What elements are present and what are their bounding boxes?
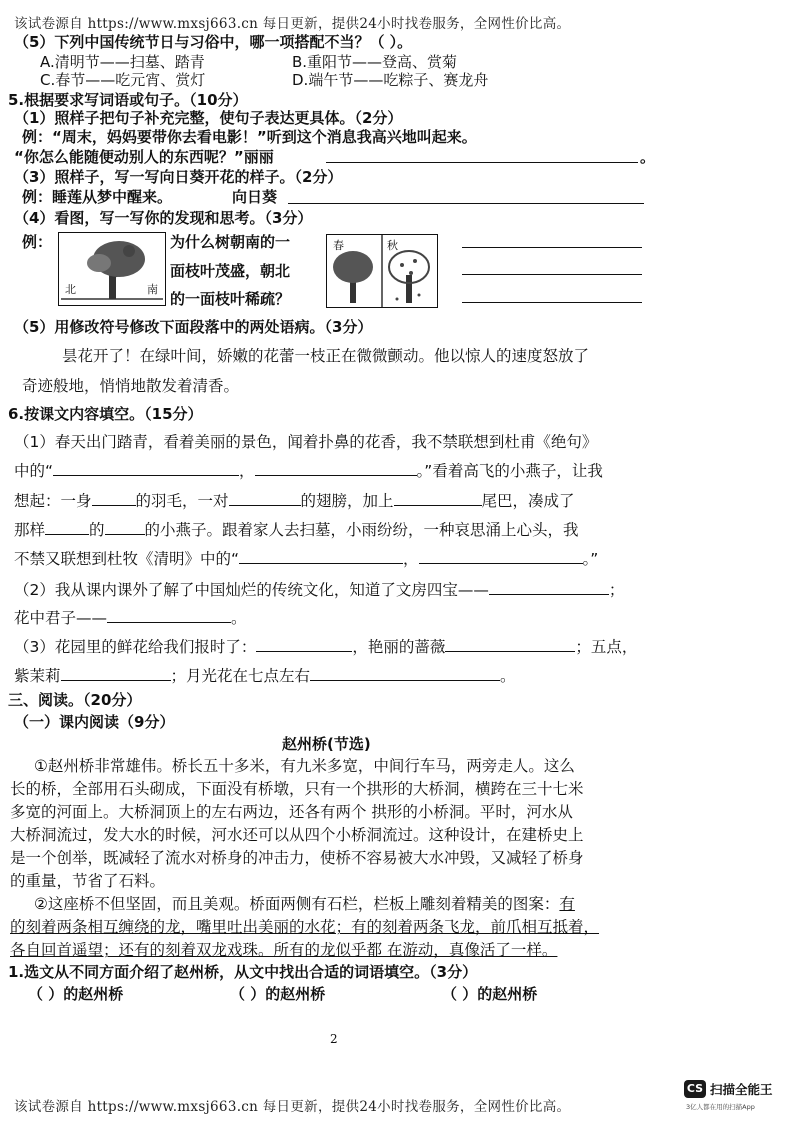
q5-option-c: C.春节——吃元宵、赏灯 (40, 71, 206, 89)
tree-north-label: 北 (65, 283, 76, 296)
fill-blank[interactable] (394, 491, 482, 506)
section5-p1-question: “你怎么能随便动别人的东西呢？”丽丽 (14, 148, 274, 166)
section6-line9: 紫茉莉 ；月光花在七点左右 。 (14, 667, 516, 685)
fill-blank[interactable] (229, 491, 301, 506)
passage-p1-line: 的重量，节省了石料。 (10, 872, 166, 890)
page-number: 2 (330, 1032, 338, 1046)
q5-option-a: A.清明节——扫墓、踏青 (40, 53, 205, 71)
section5-p1-example: 例：“周末，妈妈要带你去看电影！”听到这个消息我高兴地叫起来。 (22, 128, 477, 146)
fill-blank[interactable] (310, 666, 500, 681)
section6-line7: 花中君子—— 。 (14, 609, 247, 627)
period: 。 (640, 148, 656, 166)
section6-line5: 不禁又联想到杜牧《清明》中的“ ， 。” (14, 550, 599, 568)
scanner-logo-icon: CS (684, 1080, 706, 1098)
passage-title: 赵州桥(节选) (282, 735, 371, 753)
section5-p5-title: （5）用修改符号修改下面段落中的两处语病。（3分） (14, 318, 373, 336)
section5-p5-line1: 昙花开了！在绿叶间，娇嫩的花蕾一枝正在微微颤动。他以惊人的速度怒放了 (62, 347, 590, 365)
section5-p3-sunflower: 向日葵 (232, 188, 278, 206)
tree-illustration (58, 232, 166, 306)
passage-p2-line: ②这座桥不但坚固，而且美观。桥面两侧有石栏，栏板上雕刻着精美的图案：有 (34, 895, 575, 913)
section5-p4-example-label: 例： (22, 233, 53, 251)
fill-blank[interactable] (92, 491, 136, 506)
season-spring-label: 春 (333, 239, 344, 252)
section6-line3: 想起：一身 的羽毛，一对 的翅膀，加上 尾巴，凑成了 (14, 492, 575, 510)
reading-q1: 1.选文从不同方面介绍了赵州桥，从文中找出合适的词语填空。（3分） (8, 963, 478, 981)
section5-heading: 5.根据要求写词语或句子。（10分） (8, 91, 248, 109)
passage-p1-line: ①赵州桥非常雄伟。桥长五十多米，有九米多宽，中间行车马，两旁走人。这么 (34, 757, 575, 775)
scanner-brand: 扫描全能王 (710, 1082, 773, 1097)
section5-p4-line3: 的一面枝叶稀疏？ (170, 290, 291, 308)
passage-p1-line: 多宽的河面上。大桥洞顶上的左右两边，还各有两个 拱形的小桥洞。平时，河水从 (10, 803, 573, 821)
fill-blank[interactable] (53, 461, 239, 476)
reading-heading: 三、阅读。（20分） (8, 691, 142, 709)
q5-option-d: D.端午节——吃粽子、赛龙舟 (292, 71, 489, 89)
reading-q1-fill: （ ）的赵州桥 (230, 985, 326, 1003)
fill-blank[interactable] (107, 608, 231, 623)
section6-line8: （3）花园里的鲜花给我们报时了： ，艳丽的蔷薇 ；五点， (14, 638, 638, 656)
answer-line (462, 274, 642, 275)
fill-blank[interactable] (105, 520, 145, 535)
fill-blank[interactable] (489, 580, 609, 595)
section5-p3-title: （3）照样子，写一写向日葵开花的样子。（2分） (14, 168, 343, 186)
section6-heading: 6.按课文内容填空。（15分） (8, 405, 203, 423)
passage-p2-line: 的刻着两条相互缠绕的龙，嘴里吐出美丽的水花；有的刻着两条飞龙，前爪相互抵着， (10, 918, 600, 936)
fill-blank[interactable] (239, 549, 403, 564)
fill-blank[interactable] (256, 637, 352, 652)
answer-line (462, 302, 642, 303)
section5-p5-line2: 奇迹般地，悄悄地散发着清香。 (22, 377, 240, 395)
answer-line (462, 247, 642, 248)
section6-line6: （2）我从课内课外了解了中国灿烂的传统文化，知道了文房四宝—— ； (14, 581, 625, 599)
answer-line (326, 162, 638, 163)
section6-line4: 那样 的 的小燕子。跟着家人去扫墓，小雨纷纷，一种哀思涌上心头，我 (14, 521, 579, 539)
reading-q1-fill: （ ）的赵州桥 (442, 985, 538, 1003)
fill-blank[interactable] (61, 666, 171, 681)
q5-title: （5）下列中国传统节日与习俗中，哪一项搭配不当？（ ）。 (14, 33, 413, 51)
q5-option-b: B.重阳节——登高、赏菊 (292, 53, 458, 71)
passage-p2-line: 各自回首遥望；还有的刻着双龙戏珠。所有的龙似乎都 在游动，真像活了一样。 (10, 941, 558, 959)
section5-p4-line2: 面枝叶茂盛，朝北 (170, 262, 291, 280)
fill-blank[interactable] (255, 461, 417, 476)
section6-line1: （1）春天出门踏青，看着美丽的景色，闻着扑鼻的花香，我不禁联想到杜甫《绝句》 (14, 433, 598, 451)
section5-p4-title: （4）看图，写一写你的发现和思考。（3分） (14, 209, 313, 227)
fill-blank[interactable] (419, 549, 583, 564)
season-trees-illustration (326, 234, 438, 308)
season-autumn-label: 秋 (387, 239, 398, 252)
passage-p1-line: 大桥洞流过，发大水的时候，河水还可以从四个小桥洞流过。这种设计，在建桥史上 (10, 826, 584, 844)
tree-south-label: 南 (147, 283, 158, 296)
fill-blank[interactable] (445, 637, 575, 652)
fill-blank[interactable] (45, 520, 89, 535)
section5-p4-line1: 为什么树朝南的一 (170, 233, 291, 251)
section6-line2: 中的“ ， 。”看着高飞的小燕子，让我 (14, 462, 603, 480)
section5-p3-example: 例：睡莲从梦中醒来。 (22, 188, 173, 206)
passage-p1-line: 是一个创举，既减轻了流水对桥身的冲击力，使桥不容易被大水冲毁，又减轻了桥身 (10, 849, 584, 867)
answer-line (288, 203, 644, 204)
header-source-text: 该试卷源自 https://www.mxsj663.cn 每日更新，提供24小时找卷服务，全网性价比高。 (14, 16, 571, 32)
reading-subheading: （一）课内阅读（9分） (14, 713, 175, 731)
reading-q1-fill: （ ）的赵州桥 (28, 985, 124, 1003)
passage-p1-line: 长的桥，全部用石头砌成，下面没有桥墩，只有一个拱形的大桥洞，横跨在三十七米 (10, 780, 584, 798)
section5-p1-title: （1）照样子把句子补充完整，使句子表达更具体。（2分） (14, 109, 403, 127)
footer-source-text: 该试卷源自 https://www.mxsj663.cn 每日更新，提供24小时找卷服务，全网性价比高。 (14, 1099, 571, 1115)
scanner-brand-sub: 3亿人都在用的扫描App (686, 1103, 755, 1111)
